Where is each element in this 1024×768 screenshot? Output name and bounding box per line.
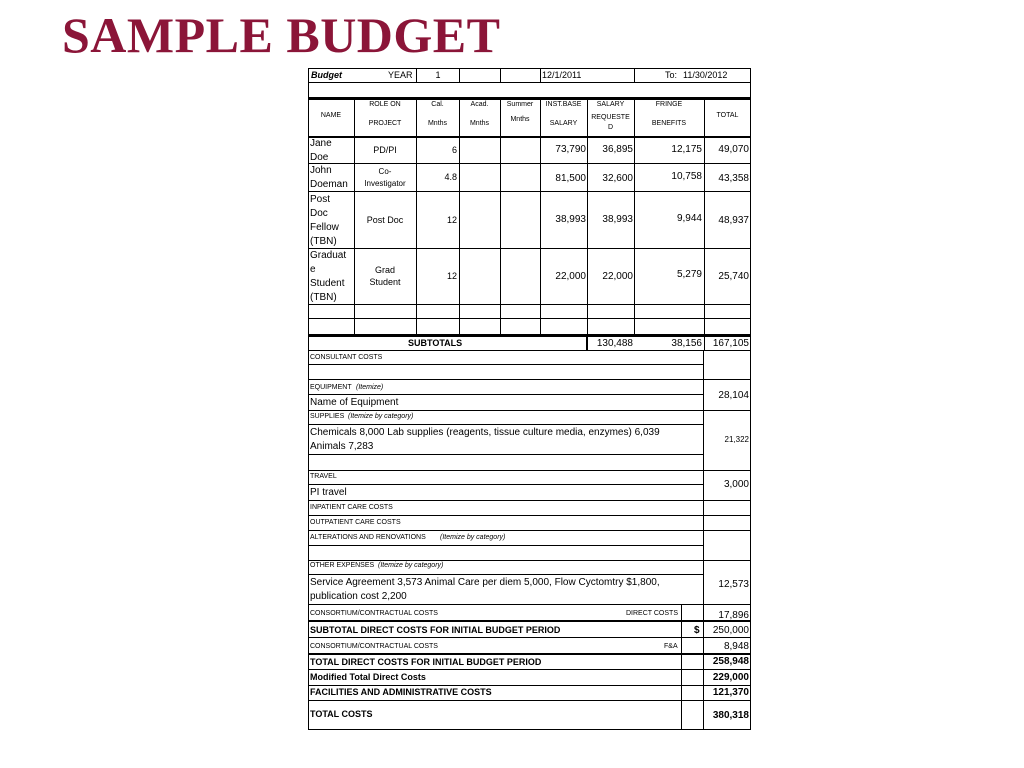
grid-line xyxy=(308,379,751,380)
person-role: Co- xyxy=(378,167,392,176)
consortium-fa-total: 8,948 xyxy=(723,641,749,652)
travel-item: PI travel xyxy=(310,487,347,498)
supplies-note: (Itemize by category) xyxy=(348,413,414,420)
salary-requested: 36,895 xyxy=(602,144,633,155)
grid-line xyxy=(308,653,751,655)
inpatient-care-label: INPATIENT CARE COSTS xyxy=(310,504,393,511)
other-expenses-line: publication cost 2,200 xyxy=(310,591,407,602)
person-name: (TBN) xyxy=(310,236,337,247)
total-direct-total: 258,948 xyxy=(712,656,749,667)
col-header-name: NAME xyxy=(320,112,342,119)
grid-line xyxy=(308,410,751,411)
grid-line xyxy=(308,350,751,351)
year-value: 1 xyxy=(435,70,441,80)
subtotal-direct-total: 250,000 xyxy=(712,625,749,636)
grid-line xyxy=(308,700,751,701)
person-total: 43,358 xyxy=(718,173,749,184)
col-header-role-2: PROJECT xyxy=(368,120,402,127)
grid-line xyxy=(308,545,703,546)
grid-line xyxy=(308,530,751,531)
other-expenses-total: 12,573 xyxy=(718,579,749,590)
grid-line xyxy=(681,604,682,730)
grid-line xyxy=(500,68,501,83)
grid-line xyxy=(308,424,703,425)
grid-line xyxy=(308,604,751,605)
col-header-inst: INST.BASE xyxy=(545,101,582,108)
grid-line xyxy=(308,500,751,501)
col-header-summer-2: Mnths xyxy=(510,116,530,123)
calendar-months: 4.8 xyxy=(444,172,457,182)
fringe-benefits: 9,944 xyxy=(676,213,702,224)
grid-line xyxy=(308,98,751,100)
total-direct-label: TOTAL DIRECT COSTS FOR INITIAL BUDGET PERIOD xyxy=(310,657,542,667)
total-costs-label: TOTAL COSTS xyxy=(310,709,373,719)
budget-sheet xyxy=(308,68,751,730)
grid-line xyxy=(308,68,751,69)
modified-total-total: 229,000 xyxy=(712,672,749,683)
person-name: Fellow xyxy=(310,222,339,233)
total-costs-total: 380,318 xyxy=(712,710,749,721)
grid-line xyxy=(308,729,751,730)
subtotal-direct-label: SUBTOTAL DIRECT COSTS FOR INITIAL BUDGET PERIOD xyxy=(310,625,561,635)
person-total: 48,937 xyxy=(718,215,749,226)
budget-label: Budget xyxy=(311,70,342,80)
grid-line xyxy=(308,470,751,471)
institutional-base-salary: 22,000 xyxy=(555,271,586,282)
consortium-direct-total: 17,896 xyxy=(718,610,749,621)
col-header-total: TOTAL xyxy=(716,112,739,119)
period-start-date: 12/1/2011 xyxy=(542,70,582,80)
col-header-summer: Summer xyxy=(506,101,534,108)
col-header-cal: Cal. xyxy=(431,101,444,108)
grid-line xyxy=(308,335,751,337)
alterations-label: ALTERATIONS AND RENOVATIONS xyxy=(310,534,426,541)
grid-line xyxy=(500,98,501,335)
person-name: Doeman xyxy=(310,179,348,190)
fringe-benefits: 5,279 xyxy=(676,269,702,280)
other-expenses-line: Service Agreement 3,573 Animal Care per diem 5,000, Flow Cyctomtry $1,800, xyxy=(310,577,660,588)
grid-line xyxy=(308,191,751,192)
fringe-benefits: 12,175 xyxy=(671,144,702,155)
grid-line xyxy=(750,68,751,730)
col-header-acad-2: Mnths xyxy=(469,120,490,127)
travel-label: TRAVEL xyxy=(310,473,337,480)
alterations-note: (Itemize by category) xyxy=(440,534,506,541)
person-total: 25,740 xyxy=(718,271,749,282)
person-role: PD/PI xyxy=(373,145,397,155)
grid-line xyxy=(703,350,704,604)
person-name: Graduat xyxy=(310,250,347,261)
salary-requested: 32,600 xyxy=(602,173,633,184)
fringe-benefits: 10,758 xyxy=(671,171,702,182)
period-end-date: 11/30/2012 xyxy=(683,70,728,80)
equipment-note: (Itemize) xyxy=(356,384,384,391)
facilities-label: FACILITIES AND ADMINISTRATIVE COSTS xyxy=(310,687,492,697)
calendar-months: 6 xyxy=(451,145,457,155)
grid-line xyxy=(308,637,751,638)
institutional-base-salary: 38,993 xyxy=(555,214,586,225)
salary-requested: 22,000 xyxy=(602,271,633,282)
person-total: 49,070 xyxy=(718,144,749,155)
subtotals-label: SUBTOTALS xyxy=(408,338,463,348)
other-expenses-label: OTHER EXPENSES xyxy=(310,562,375,569)
col-header-fringe-2: BENEFITS xyxy=(651,120,687,127)
supplies-line: Chemicals 8,000 Lab supplies (reagents, tissue culture media, enzymes) 6,039 xyxy=(310,427,660,438)
grid-line xyxy=(308,163,751,164)
equipment-total: 28,104 xyxy=(718,390,749,401)
consortium-fa-label: CONSORTIUM/CONTRACTUAL COSTS xyxy=(310,643,438,650)
grid-line xyxy=(308,304,751,305)
equipment-item: Name of Equipment xyxy=(310,397,399,408)
grid-line xyxy=(459,68,460,83)
col-header-acad: Acad. xyxy=(470,101,489,108)
supplies-line: Animals 7,283 xyxy=(310,441,374,452)
page-title: SAMPLE BUDGET xyxy=(62,7,501,63)
person-role: Student xyxy=(369,277,401,287)
person-role: Investigator xyxy=(364,179,406,188)
grid-line xyxy=(308,515,751,516)
person-name: e xyxy=(310,264,316,275)
other-expenses-note: (Itemize by category) xyxy=(378,562,444,569)
currency-symbol: $ xyxy=(694,625,700,636)
col-header-salary: SALARY xyxy=(596,101,625,108)
institutional-base-salary: 81,500 xyxy=(555,173,586,184)
col-header-inst-2: SALARY xyxy=(549,120,578,127)
grid-line xyxy=(308,454,703,455)
grid-line xyxy=(308,574,703,575)
person-name: Jane xyxy=(310,138,332,149)
person-role: Post Doc xyxy=(366,215,404,225)
grid-line xyxy=(308,394,703,395)
grid-line xyxy=(308,68,309,730)
person-name: Student xyxy=(310,278,345,289)
supplies-total: 21,322 xyxy=(724,435,749,444)
person-name: John xyxy=(310,165,332,176)
col-header-fringe: FRINGE xyxy=(655,101,683,108)
period-to-label: To: xyxy=(665,70,678,80)
grid-line xyxy=(308,620,751,622)
grid-line xyxy=(308,248,751,249)
person-name: (TBN) xyxy=(310,292,337,303)
grid-line xyxy=(459,98,460,335)
salary-requested: 38,993 xyxy=(602,214,633,225)
equipment-label: EQUIPMENT xyxy=(310,384,352,391)
subtotal-salary: 130,488 xyxy=(596,338,633,349)
col-header-role: ROLE ON xyxy=(369,101,401,108)
grid-line xyxy=(308,136,751,138)
consultant-costs-label: CONSULTANT COSTS xyxy=(310,354,383,361)
calendar-months: 12 xyxy=(446,215,457,225)
subtotal-fringe: 38,156 xyxy=(671,338,702,349)
col-header-salary-2: REQUESTE xyxy=(591,114,630,121)
modified-total-label: Modified Total Direct Costs xyxy=(310,672,426,682)
grid-line xyxy=(308,685,751,686)
consortium-direct-label: CONSORTIUM/CONTRACTUAL COSTS xyxy=(310,610,438,617)
col-header-cal-2: Mnths xyxy=(427,120,448,127)
travel-total: 3,000 xyxy=(723,479,749,490)
grid-line xyxy=(308,484,703,485)
person-name: Doe xyxy=(310,152,329,163)
person-name: Doc xyxy=(310,208,328,219)
grid-line xyxy=(308,318,751,319)
grid-line xyxy=(308,364,703,365)
supplies-label: SUPPLIES xyxy=(310,413,345,420)
grid-line xyxy=(308,669,751,670)
institutional-base-salary: 73,790 xyxy=(555,144,586,155)
grid-line xyxy=(540,68,541,83)
calendar-months: 12 xyxy=(446,271,457,281)
facilities-total: 121,370 xyxy=(712,687,749,698)
outpatient-care-label: OUTPATIENT CARE COSTS xyxy=(310,519,401,526)
year-label: YEAR xyxy=(388,70,413,80)
consortium-fa-sublabel: F&A xyxy=(664,643,678,650)
grid-line xyxy=(308,560,751,561)
col-header-salary-3: D xyxy=(607,124,614,131)
subtotal-total: 167,105 xyxy=(712,338,749,349)
person-role: Grad xyxy=(374,265,395,275)
grid-line xyxy=(634,68,635,83)
grid-line xyxy=(308,82,751,83)
person-name: Post xyxy=(310,194,331,205)
consortium-direct-sublabel: DIRECT COSTS xyxy=(626,610,678,617)
